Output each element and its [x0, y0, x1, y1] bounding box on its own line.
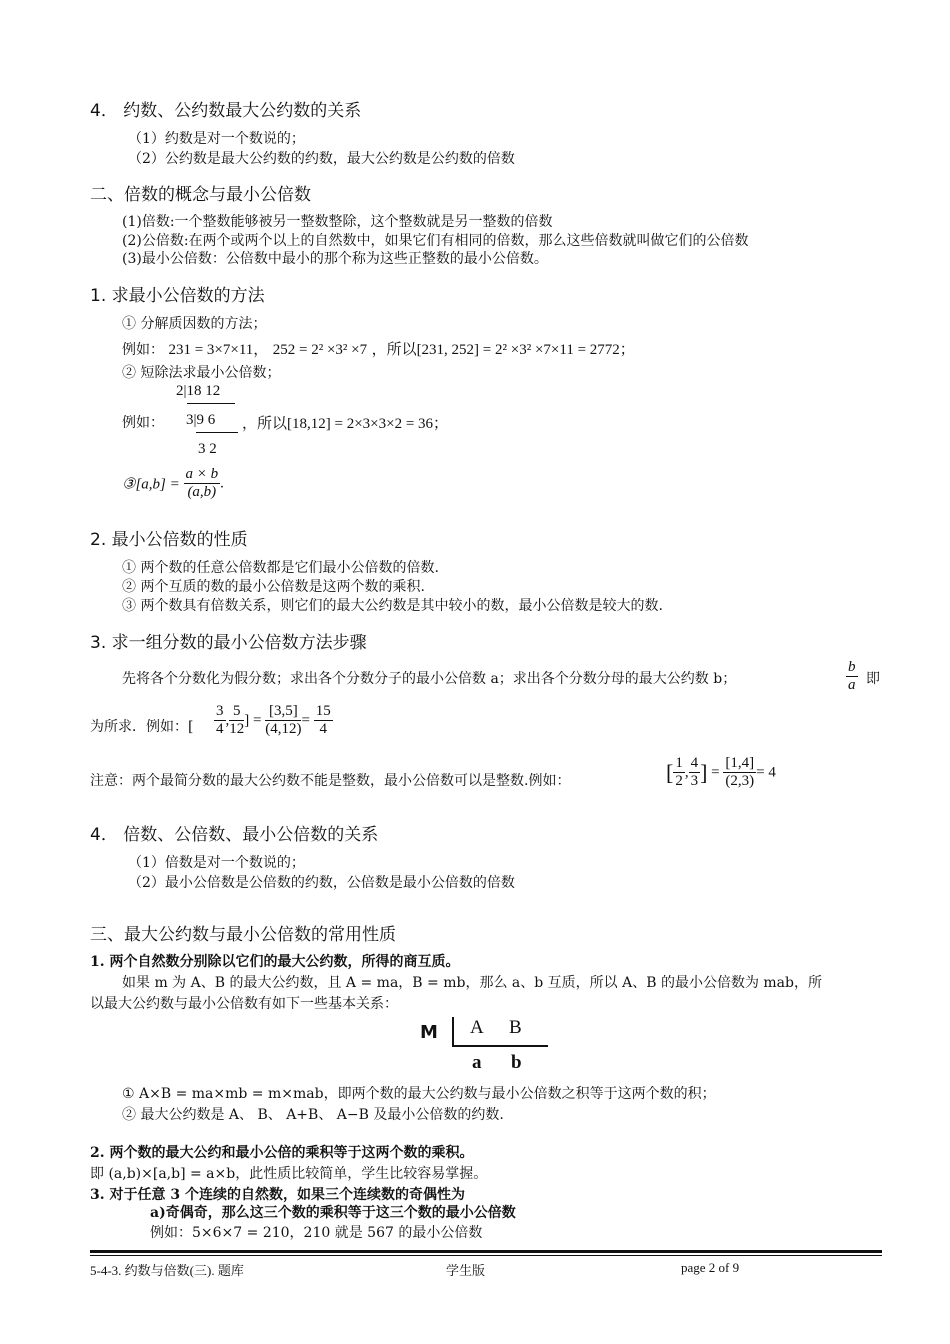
lcm-formula-fraction [184, 466, 221, 502]
short-division-row-2: 3|9 6 [186, 412, 216, 428]
short-division-row-3: 3 2 [198, 441, 217, 457]
fraction-lcm-result [846, 659, 858, 695]
b-over-a-den: a [848, 677, 856, 694]
frac-den: 2 [675, 773, 683, 790]
property-3-subcase: a)奇偶奇，那么这三个数的乘积等于这三个数的最小公倍数 [150, 1205, 516, 1221]
fraction-example-prefix: 为所求．例如：[ [90, 719, 194, 735]
b-over-a [846, 659, 858, 695]
lcm-formula-lhs: ③[a,b] = [122, 476, 180, 493]
fraction-15-4 [314, 703, 333, 739]
footer-left: 5-4-3. 约数与倍数(三). 题库 [90, 1263, 244, 1278]
frac-num: 5 [229, 703, 244, 721]
example-2-prefix: 例如： [122, 415, 164, 431]
fraction-5-12 [229, 703, 244, 739]
example-1-a: 231 = 3×7×11， [168, 342, 269, 358]
common-multiple-def: (2)公倍数:在两个或两个以上的自然数中，如果它们有相同的倍数，那么这些倍数就叫做它们的公倍数 [122, 233, 749, 249]
diagram-a: A [470, 1017, 484, 1038]
footer-rule-thick [90, 1250, 882, 1253]
method-factorization: ① 分解质因数的方法； [122, 316, 267, 332]
property-3-title: 3. 对于任意 3 个连续的自然数，如果三个连续数的奇偶性为 [90, 1187, 465, 1203]
gcd-relation-item-2: （2）公约数是最大公约数的约数，最大公约数是公约数的倍数 [128, 151, 515, 167]
property-2-line: 即 (a,b)×[a,b] = a×b，此性质比较简单，学生比较容易掌握。 [90, 1166, 488, 1182]
frac-den: 4 [216, 721, 224, 738]
lcm-prop-1: ① 两个数的任意公倍数都是它们最小公倍数的倍数. [122, 560, 439, 576]
property-3-example: 例如：5×6×7 = 210，210 就是 567 的最小公倍数 [150, 1225, 483, 1241]
note-text: 注意：两个最简分数的最大公约数不能是整数，最小公倍数可以是整数.例如： [90, 773, 571, 789]
note-result: = 4 [756, 764, 776, 781]
fraction-lcm-tail: 即 [866, 671, 880, 687]
diagram-m: M [420, 1022, 438, 1043]
frac-den: 3 [690, 773, 699, 790]
division-line-2 [196, 432, 238, 433]
section-3-title: 三、最大公约数与最小公倍数的常用性质 [90, 925, 396, 945]
example-1-b: 252 = 2² ×3² ×7 [272, 342, 368, 358]
lcm-prop-3: ③ 两个数具有倍数关系，则它们的最大公约数是其中较小的数，最小公倍数是较大的数. [122, 598, 663, 614]
example-2-result: ，所以[18,12] = 2×3×3×2 = 36； [242, 416, 449, 432]
frac-num: [1,4] [723, 755, 756, 773]
b-over-a-num: b [846, 659, 858, 677]
method-short-division: ② 短除法求最小公倍数； [122, 365, 281, 381]
short-division-row-1: 2|18 12 [176, 383, 221, 399]
diagram-b: B [509, 1017, 522, 1038]
fraction-gcd-lcm [265, 703, 301, 739]
frac-num: 4 [689, 755, 701, 773]
lcm-props-title: 2. 最小公倍数的性质 [90, 530, 248, 550]
frac-num: 1 [673, 755, 685, 773]
lcm-relation-item-2: （2）最小公倍数是公倍数的约数，公倍数是最小公倍数的倍数 [128, 875, 515, 891]
diagram-b-lower: b [511, 1052, 522, 1073]
property-1-line-2: 以最大公约数与最小公倍数有如下一些基本关系： [90, 996, 398, 1012]
division-line-1 [187, 403, 235, 404]
footer-rule-thin [90, 1255, 882, 1256]
gcd-relation-title: 4． 约数、公约数最大公约数的关系 [90, 101, 362, 121]
lcm-prop-2: ② 两个互质的数的最小公倍数是这两个数的乘积. [122, 579, 425, 595]
note-example: [ $\frac{1}{2}$ , $\frac{4}{3}$ ] = $\frac{[1,4]}{(2,3)}$ = 4 [666, 755, 776, 790]
fraction-1-2 [673, 755, 685, 791]
diagram-a-lower: a [472, 1052, 482, 1073]
page-number: page 2 of 9 [681, 1260, 740, 1275]
property-1-title: 1. 两个自然数分别除以它们的最大公约数，所得的商互质。 [90, 954, 460, 970]
property-2-title: 2. 两个数的最大公约和最小公倍的乘积等于这两个数的乘积。 [90, 1145, 474, 1161]
example-1 [122, 338, 635, 359]
fraction-lcm-step: 先将各个分数化为假分数；求出各个分数分子的最小公倍数 a；求出各个分数分母的最大公约数 b； [122, 671, 737, 687]
relation-1: ① A×B = ma×mb = m×mab，即两个数的最大公约数与最小公倍数之积等于这两个数的积； [122, 1086, 716, 1102]
frac-num: [3,5] [265, 703, 301, 721]
diagram-vertical-line [452, 1017, 454, 1047]
frac-den: 4 [319, 721, 327, 738]
fraction-4-3 [689, 755, 701, 791]
frac-den: (2,3) [725, 773, 755, 790]
fraction-lcm-title: 3. 求一组分数的最小公倍数方法步骤 [90, 633, 367, 653]
lcm-relation-title: 4． 倍数、公倍数、最小公倍数的关系 [90, 825, 379, 845]
example-1-prefix: 例如： [122, 342, 164, 358]
multiple-def: (1)倍数:一个整数能够被另一整数整除，这个整数就是另一整数的倍数 [122, 214, 553, 230]
lcm-relation-item-1: （1）倍数是对一个数说的； [128, 855, 305, 871]
gcd-relation-item-1: （1）约数是对一个数说的； [128, 131, 305, 147]
lcm-formula: ③[a,b] = $\frac{a \times b}{(a,b)}$ . [122, 466, 224, 501]
section-2-title: 二、倍数的概念与最小公倍数 [90, 185, 311, 205]
fraction-example: $\frac{3}{4}$ , $\frac{5}{12}$ ] = $\frac{[3,5]}{(4,12)}$ = $\frac{15}{4}$ [216, 703, 331, 738]
fraction-lcm-gcd [723, 755, 756, 791]
diagram-horizontal-line [452, 1045, 548, 1047]
frac-den: 12 [229, 721, 245, 738]
frac-den: (4,12) [265, 721, 302, 738]
lcm-formula-numerator: a × b [184, 466, 221, 484]
example-1-c: ，所以[231, 252] = 2² ×3² ×7×11 = 2772； [371, 342, 635, 358]
fraction-3-4 [214, 703, 226, 739]
lcm-formula-denominator: (a,b) [187, 484, 217, 501]
frac-num: 15 [314, 703, 333, 721]
lcm-methods-title: 1. 求最小公倍数的方法 [90, 286, 265, 306]
footer-center: 学生版 [446, 1263, 486, 1278]
relation-2: ② 最大公约数是 A、 B、 A+B、 A−B 及最小公倍数的约数. [122, 1107, 504, 1123]
property-1-line-1: 如果 m 为 A、B 的最大公约数，且 A = ma，B = mb，那么 a、b 互质，所以 A、B 的最小公倍数为 mab，所 [122, 975, 822, 991]
frac-num: 3 [214, 703, 226, 721]
lcm-def: (3)最小公倍数：公倍数中最小的那个称为这些正整数的最小公倍数。 [122, 251, 548, 267]
